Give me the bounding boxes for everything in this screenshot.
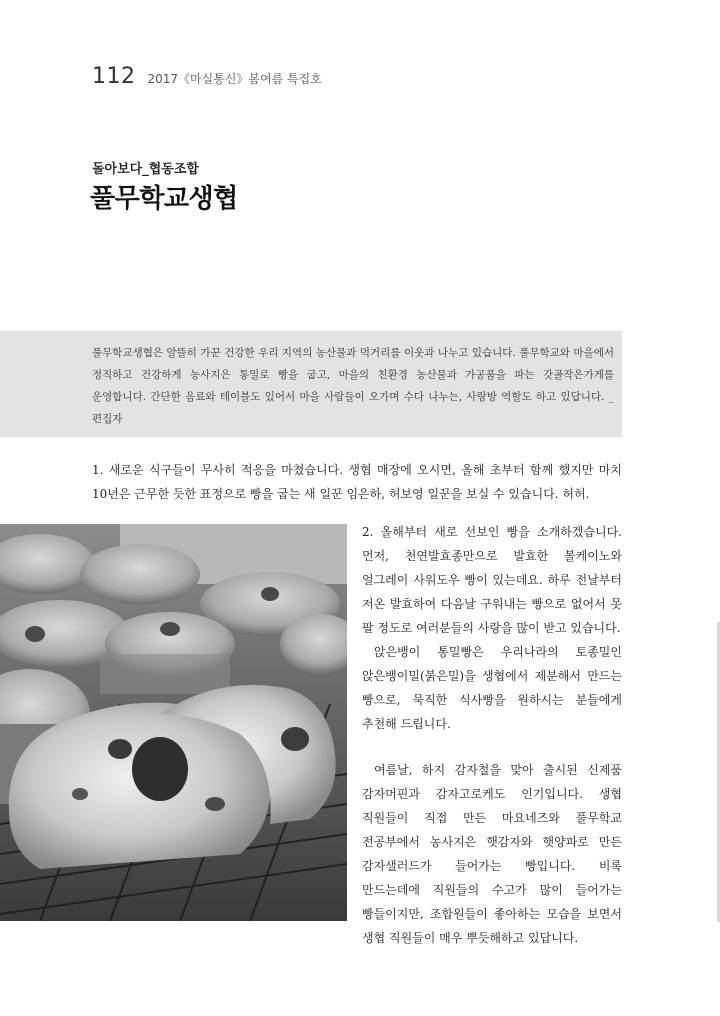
paragraph-3: 앉은뱅이 통밀빵은 우리나라의 토종밀인 앉은뱅이밀(붉은밀)을 생협에서 제분해서 만드는 빵으로, 묵직한 식사빵을 원하시는 분들에게 추천해 드립니다. <box>362 645 622 731</box>
paragraph-4: 여름날, 하지 감자철을 맞아 출시된 신제품 감자머핀과 감자고로케도 인기입니다. 생협 직원들이 직접 만든 마요네즈와 풀무학교 전공부에서 농사지은 햇감자와 햇양파로 만든 감자샐러드가 들어가는 빵입니다. 비록 만드는데에 직원들의 수고가 많이 들어가는 빵들이지만, 조합원들이 좋아하는 모습을 보면서 생협 직원들이 매우 뿌듯해하고 있답니다. <box>362 763 622 945</box>
section-label: 돌아보다_협동조합 <box>92 162 199 177</box>
paragraph-1: 1. 새로운 식구들이 무사히 적응을 마쳤습니다. 생협 매장에 오시면, 올해 초부터 함께 했지만 마치 10년은 근무한 듯한 표정으로 빵을 굽는 새 일꾼 임은하, 허보영 일꾼을 보실 수 있습니다. 허허. <box>92 463 622 501</box>
page-number: 112 <box>92 64 136 89</box>
article-title: 풀무학교생협 <box>90 184 238 214</box>
issue-title: 2017《마실통신》봄여름 특집호 <box>147 72 322 86</box>
paragraph-2: 2. 올해부터 새로 선보인 빵을 소개하겠습니다. 먼저, 천연발효종만으로 발효한 볼케이노와 얼그레이 사워도우 빵이 있는데요. 하루 전날부터 저온 발효하여 다음날 구워내는 빵으로 없어서 못 팔 정도로 여러분들의 사랑을 많이 받고 있습니다. <box>362 525 622 635</box>
muffin-photo <box>0 524 347 921</box>
right-column <box>362 520 622 950</box>
intro-text: 풀무학교생협은 알뜰히 가꾼 건강한 우리 지역의 농산물과 먹거리를 이웃과 나누고 있습니다. 풀무학교와 마을에서 정직하고 건강하게 농사지은 통밀로 빵을 굽고, 마을의 친환경 농산물과 가공품을 파는 갓골작은가게를 운영합니다. 간단한 음료와 테이블도 있어서 마을 사람들이 오가며 수다 나누는, 사랑방 역할도 하고 있답니다. _편집자 <box>92 347 614 425</box>
running-header <box>92 64 322 89</box>
